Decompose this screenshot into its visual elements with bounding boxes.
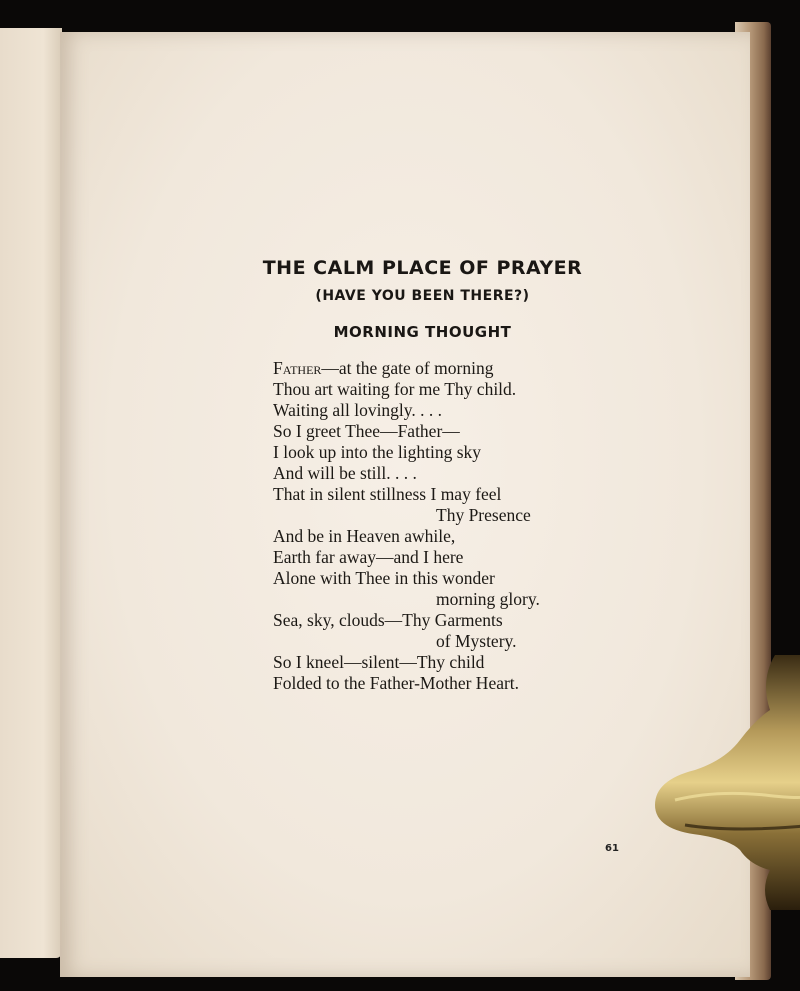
poem-line: Earth far away—and I here — [273, 547, 464, 567]
left-page-edge — [0, 28, 62, 958]
poem-line: And will be still. . . . — [273, 463, 417, 483]
poem-line: Thou art waiting for me Thy child. — [273, 379, 517, 399]
poem-line: That in silent stillness I may feel — [273, 484, 502, 504]
book-page — [60, 32, 750, 977]
page-subtitle: (HAVE YOU BEEN THERE?) — [315, 288, 530, 304]
first-word: Father — [273, 358, 322, 378]
poem-line: I look up into the lighting sky — [273, 442, 482, 462]
section-heading: MORNING THOUGHT — [333, 323, 512, 341]
poem — [273, 358, 540, 694]
poem-line — [273, 358, 540, 379]
poem-line: Waiting all lovingly. . . . — [273, 400, 443, 420]
poem-line: Thy Presence — [436, 505, 531, 525]
poem-line: So I greet Thee—Father— — [273, 421, 460, 441]
poem-line: morning glory. — [436, 589, 540, 609]
page-number: 61 — [605, 843, 619, 854]
poem-line: Alone with Thee in this wonder — [273, 568, 495, 588]
poem-line: Folded to the Father-Mother Heart. — [273, 673, 520, 693]
poem-line: So I kneel—silent—Thy child — [273, 652, 485, 672]
brass-clasp-icon — [655, 655, 800, 910]
poem-line-text: —at the gate of morning — [321, 358, 494, 378]
poem-line: of Mystery. — [436, 631, 517, 651]
poem-line: Sea, sky, clouds—Thy Garments — [273, 610, 503, 630]
page-title: THE CALM PLACE OF PRAYER — [262, 257, 583, 279]
poem-line: And be in Heaven awhile, — [273, 526, 456, 546]
